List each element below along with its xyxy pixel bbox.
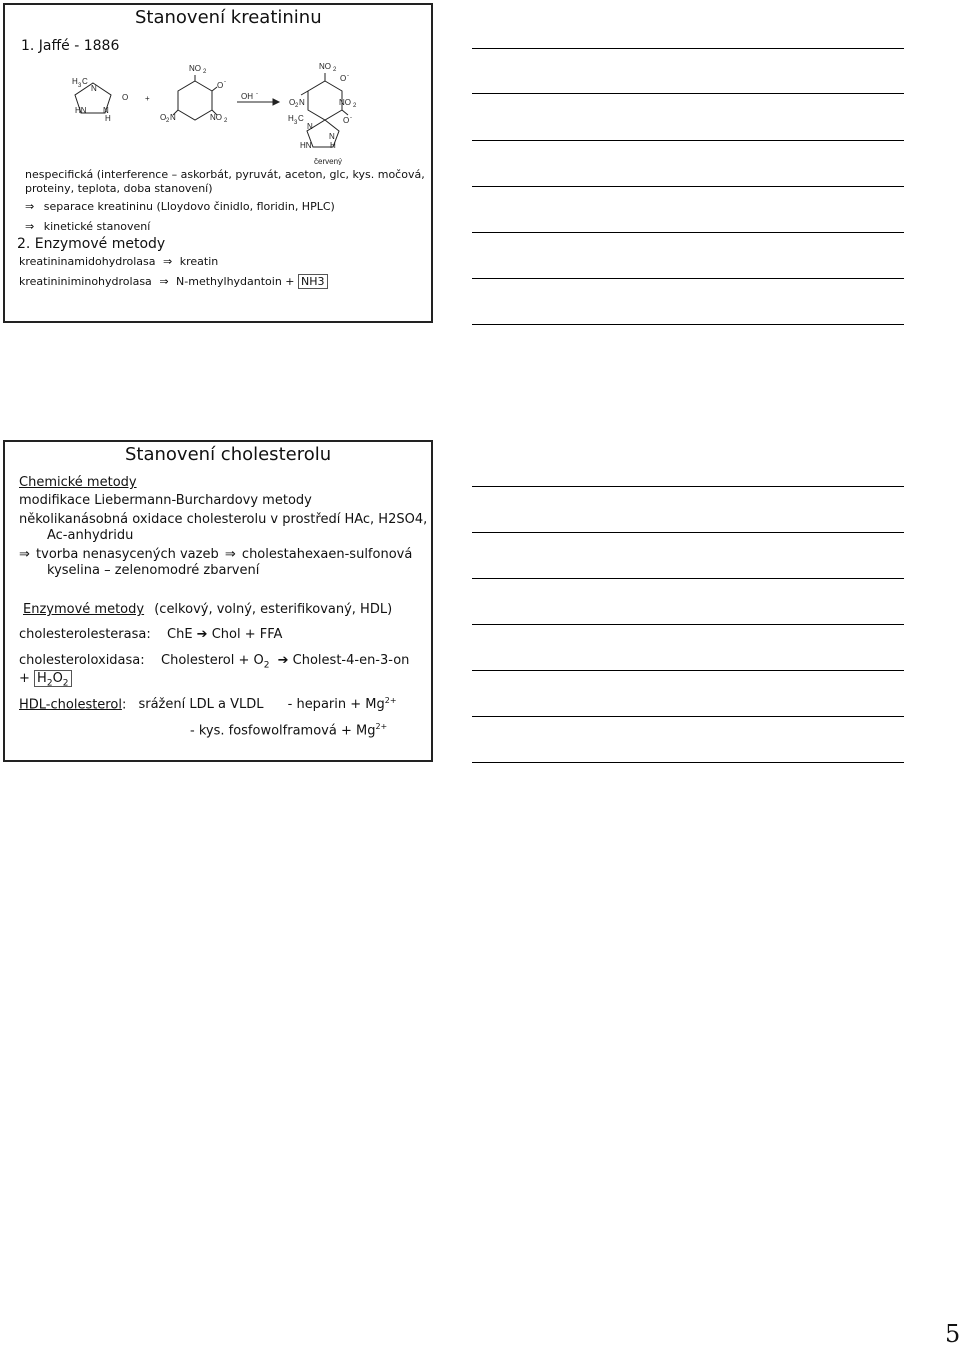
svg-text:O: O [122,93,129,102]
jaffe-reaction-diagram [5,55,431,165]
svg-text:N: N [103,106,109,115]
implies-arrow-icon: ⇒ [224,547,236,562]
text-line: Ac-anhydridu [47,528,134,543]
svg-text:N: N [307,122,313,131]
svg-text:C: C [82,77,88,86]
svg-text:O: O [289,98,296,107]
text-line: modifikace Liebermann-Burchardovy metody [19,493,312,508]
text-line: srážení LDL a VLDL [138,697,264,713]
product-name: N-methylhydantoin + [176,275,295,288]
text-line: proteiny, teplota, doba stanovení) [25,182,213,195]
superscript: 2+ [375,722,388,731]
svg-text:-: - [350,115,352,121]
svg-text:N: N [329,132,335,141]
h2o2-box: $H_2O_2$ [34,670,71,687]
slide-title: Stanovení kreatininu [135,7,322,28]
text-line: - heparin + Mg [287,697,385,713]
svg-text:H: H [72,77,78,86]
svg-text:-: - [256,91,258,97]
implies-arrow-icon: ⇒ [163,255,173,268]
slide-kreatinin [3,3,433,323]
svg-text:N: N [91,84,97,93]
svg-text:NO: NO [210,113,222,122]
svg-text:2: 2 [224,118,228,124]
implies-arrow-icon: ⇒ [25,220,35,233]
implies-arrow-icon: ⇒ [25,200,35,213]
plus-sign: + [19,671,30,686]
svg-text:H: H [288,114,294,123]
note-line [472,232,904,233]
svg-text:-: - [224,79,226,85]
svg-text:+: + [145,94,150,103]
svg-text:NO: NO [339,98,351,107]
note-line [472,140,904,141]
note-line [472,578,904,579]
note-line [472,48,904,49]
note-line [472,278,904,279]
svg-text:NO: NO [319,62,331,71]
reaction-text: ➔ Cholest-4-en-3-on [277,653,410,668]
reaction-text: ChE ➔ Chol + FFA [167,627,283,642]
reaction-text: Cholesterol + O [161,653,264,668]
text-line: - kys. fosfowolframová + Mg [190,723,376,739]
enzyme-name: kreatininiminohydrolasa [19,275,152,288]
svg-text:2: 2 [295,103,299,109]
enzyme-name: kreatininamidohydrolasa [19,255,156,268]
superscript: 2+ [384,696,397,705]
page-number: 5 [945,1320,960,1348]
svg-text:H: H [330,141,336,150]
slide-cholesterol [3,440,433,762]
text-line: nespecifická (interference – askorbát, pyruvát, aceton, glc, kys. močová, [25,168,425,181]
product-name: kreatin [179,255,219,268]
svg-text:HN: HN [75,106,87,115]
note-line [472,670,904,671]
svg-text:OH: OH [241,92,253,101]
svg-text:2: 2 [166,118,170,124]
text-line: separace kreatininu (Lloydovo činidlo, floridin, HPLC) [43,200,335,213]
enzyme-label: cholesteroloxidasa: [19,653,145,668]
svg-text:O: O [343,116,350,125]
enzyme-label: cholesterolesterasa: [19,627,151,642]
svg-text:2: 2 [353,103,357,109]
note-line [472,93,904,94]
note-line [472,324,904,325]
svg-text:O: O [160,113,167,122]
note-line [472,762,904,763]
svg-text:HN: HN [300,141,312,150]
note-line [472,716,904,717]
note-line [472,186,904,187]
note-line [472,532,904,533]
note-line [472,486,904,487]
svg-text:C: C [298,114,304,123]
section-heading-chemicke: Chemické metody [19,475,137,490]
svg-text:N: N [170,113,176,122]
subscript: 2 [263,660,270,671]
svg-text:N: N [299,98,305,107]
text-line: tvorba nenasycených vazeb [36,547,219,562]
slide-title: Stanovení cholesterolu [125,444,332,465]
list-item-jaffe: 1. Jaffé - 1886 [21,38,120,54]
list-item-enzymove: 2. Enzymové metody [17,236,166,252]
text-line: několikanásobná oxidace cholesterolu v prostředí HAc, H2SO4, [19,512,428,527]
section-heading-hdl: HDL-cholesterol [19,697,122,713]
section-heading-enzymove: Enzymové metody [23,602,145,617]
svg-text:červený: červený [314,157,343,165]
implies-arrow-icon: ⇒ [19,547,30,562]
svg-text:2: 2 [333,67,337,73]
svg-text:H: H [105,114,111,123]
implies-arrow-icon: ⇒ [159,275,169,288]
svg-text:O: O [217,81,224,90]
svg-text:O: O [340,74,347,83]
svg-text:2: 2 [203,69,207,75]
text-line: kinetické stanovení [43,220,151,233]
nh3-box: NH3 [298,274,328,289]
svg-text:NO: NO [189,64,201,73]
svg-text:-: - [347,73,349,79]
text-line: (celkový, volný, esterifikovaný, HDL) [154,602,393,617]
text-line: kyselina – zelenomodré zbarvení [47,563,260,578]
svg-text:3: 3 [294,120,298,126]
svg-text:3: 3 [78,83,82,89]
text-line: cholestahexaen-sulfonová [241,547,413,562]
note-line [472,624,904,625]
colon: : [121,697,127,713]
